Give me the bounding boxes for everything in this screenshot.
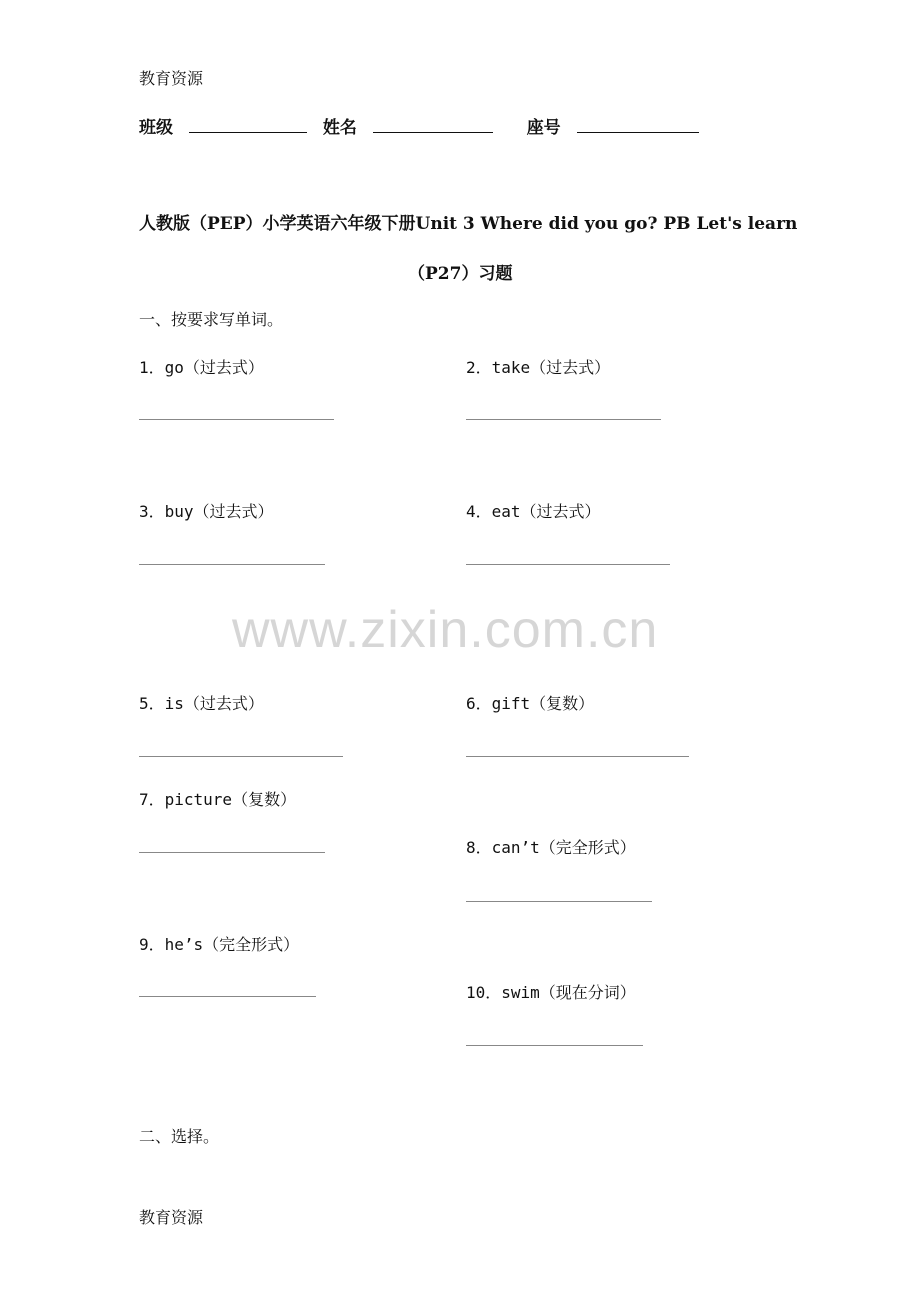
exercise-item-9: 9．he’s（完全形式） — [139, 935, 300, 954]
seat-label: 座号 — [526, 118, 561, 138]
answer-line-6[interactable] — [466, 756, 689, 757]
class-label: 班级 — [139, 118, 173, 138]
class-blank[interactable] — [189, 131, 307, 133]
exercise-item-3: 3．buy（过去式） — [139, 502, 274, 521]
answer-line-3[interactable] — [139, 564, 325, 565]
section-2-heading: 二、选择。 — [139, 1127, 220, 1146]
student-info-row — [139, 113, 699, 138]
answer-line-9[interactable] — [139, 996, 316, 997]
exercise-item-10: 10．swim（现在分词） — [466, 983, 636, 1002]
answer-line-4[interactable] — [466, 564, 670, 565]
answer-line-10[interactable] — [466, 1045, 643, 1046]
page-header: 教育资源 — [139, 69, 204, 88]
watermark: www.zixin.com.cn — [232, 601, 659, 659]
section-1-heading: 一、按要求写单词。 — [139, 310, 284, 329]
worksheet-title-line2: （P27）习题 — [408, 264, 513, 284]
exercise-item-1: 1．go（过去式） — [139, 358, 264, 377]
exercise-item-5: 5．is（过去式） — [139, 694, 264, 713]
exercise-item-7: 7．picture（复数） — [139, 790, 297, 809]
exercise-item-4: 4．eat（过去式） — [466, 502, 601, 521]
answer-line-1[interactable] — [139, 419, 334, 420]
exercise-item-8: 8．can’t（完全形式） — [466, 838, 636, 857]
answer-line-2[interactable] — [466, 419, 661, 420]
worksheet-title: 人教版（PEP）小学英语六年级下册Unit 3 Where did you go? PB Let's learn — [139, 214, 798, 234]
seat-blank[interactable] — [577, 131, 699, 133]
page-footer: 教育资源 — [139, 1208, 204, 1227]
answer-line-7[interactable] — [139, 852, 325, 853]
answer-line-5[interactable] — [139, 756, 343, 757]
exercise-item-6: 6．gift（复数） — [466, 694, 595, 713]
exercise-item-2: 2．take（过去式） — [466, 358, 611, 377]
name-label: 姓名 — [322, 118, 357, 138]
name-blank[interactable] — [373, 131, 493, 133]
answer-line-8[interactable] — [466, 901, 652, 902]
